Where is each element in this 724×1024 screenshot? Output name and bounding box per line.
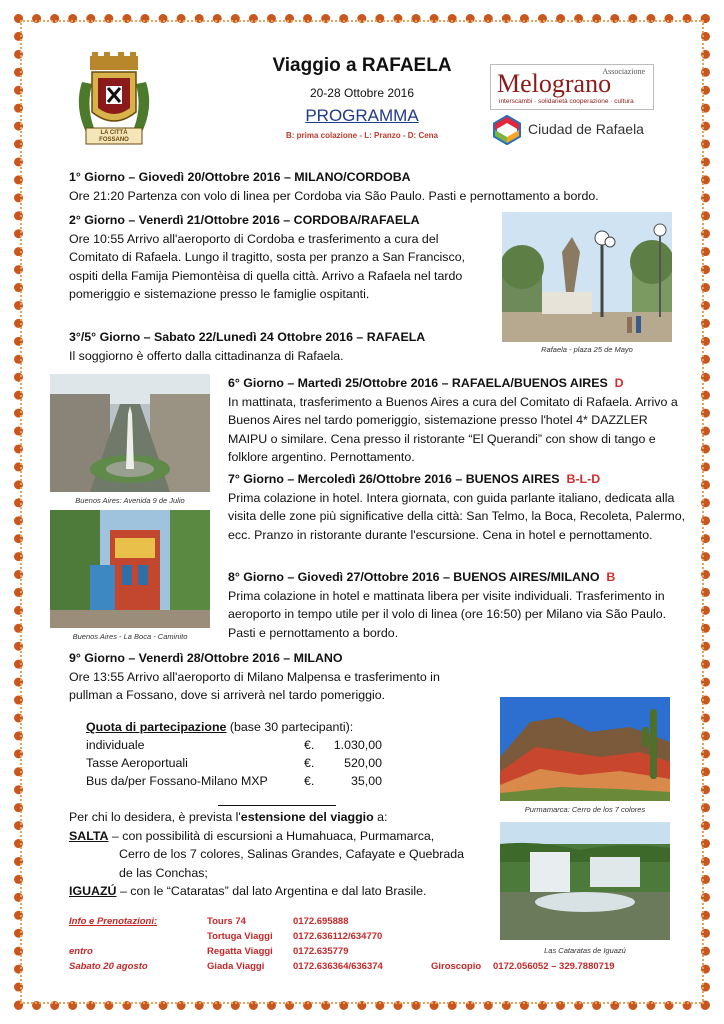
ciudad-rafaela-logo bbox=[492, 115, 652, 145]
caption-iguazu: Las Cataratas de Iguazú bbox=[544, 946, 626, 955]
photo-caminito bbox=[50, 510, 210, 628]
trip-dates: 20-28 Ottobre 2016 bbox=[309, 86, 415, 100]
meal-code: D bbox=[614, 376, 624, 390]
meals-legend: B: prima colazione - L: Pranzo - D: Cena bbox=[285, 131, 438, 140]
photo-purmamarca bbox=[500, 697, 670, 801]
caption-avenida: Buenos Aires: Avenida 9 de Julio bbox=[75, 496, 185, 505]
quota-section bbox=[86, 718, 466, 790]
extension-intro: Per chi lo desidera, è prevista l'estensione del viaggio a: bbox=[69, 810, 388, 824]
agency-name: Regatta Viaggi bbox=[207, 946, 273, 957]
quota-label: Quota di partecipazione bbox=[86, 720, 227, 734]
day-7 bbox=[228, 470, 688, 544]
day-heading: 1° Giorno – Giovedì 20/Ottobre 2016 – MILANO/CORDOBA bbox=[69, 170, 411, 184]
day-heading: 8° Giorno – Giovedì 27/Ottobre 2016 – BUENOS AIRES/MILANO B bbox=[228, 570, 616, 584]
page-title: Viaggio a RAFAELA bbox=[272, 55, 452, 76]
agency-name: Tortuga Viaggi bbox=[207, 931, 273, 942]
quota-row: Bus da/per Fossano-Milano MXP €. 35,00 bbox=[86, 774, 382, 788]
divider-line bbox=[218, 805, 336, 806]
programma-heading: PROGRAMMA bbox=[305, 106, 419, 125]
agency-phone: 0172.636364/636374 bbox=[293, 961, 383, 972]
quota-row: Tasse Aeroportuali €. 520,00 bbox=[86, 756, 382, 770]
day-heading: 9° Giorno – Venerdì 28/Ottobre 2016 – MILANO bbox=[69, 651, 343, 665]
day-text: Ore 13:55 Arrivo all'aeroporto di Milano Malpensa e trasferimento in pullman a Fossano, dove si arriverà nel tardo pomeriggio. bbox=[69, 669, 440, 702]
quota-note: (base 30 partecipanti): bbox=[226, 720, 354, 734]
photo-rafaela-plaza bbox=[502, 212, 672, 342]
day-6 bbox=[228, 374, 688, 467]
day-9 bbox=[69, 649, 481, 705]
agency-phone: 0172.635779 bbox=[293, 946, 349, 957]
melograno-name: Melograno bbox=[497, 69, 612, 98]
meal-code: B-L-D bbox=[566, 472, 601, 486]
info-section bbox=[69, 914, 689, 974]
day-2 bbox=[69, 211, 481, 304]
info-label: Info e Prenotazioni: bbox=[69, 916, 158, 927]
day-heading: 3°/5° Giorno – Sabato 22/Lunedì 24 Ottobre 2016 – RAFAELA bbox=[69, 330, 426, 344]
agency-phone: 0172.695888 bbox=[293, 916, 349, 927]
photo-avenida-9-de-julio bbox=[50, 374, 210, 492]
day-text: Ore 21:20 Partenza con volo di linea per Cordoba via São Paulo. Pasti e pernottamento a bordo. bbox=[69, 188, 599, 203]
day-text: In mattinata, trasferimento a Buenos Aires a cura del Comitato di Rafaela. Arrivo a Buenos Aires nel tardo pomeriggio, sistemazione presso l'hotel 4* DAZZLER MAIPU o similare. Cena presso il ristorante “El Querandi” con show di tango e folklore argentino. Pernottamento. bbox=[228, 394, 678, 464]
day-text: Prima colazione in hotel e mattinata libera per visite individuali. Trasferimento in aeroporto in tempo utile per il volo di linea (ore 16:50) per Milano via São Paulo. Pasti e pernottamento a bordo. bbox=[228, 588, 667, 640]
melograno-assoc: Associazione bbox=[602, 67, 645, 76]
quota-row: individuale €. 1.030,00 bbox=[86, 738, 382, 752]
melograno-tagline: interscambi · solidarietà cooperazione · cultura bbox=[499, 98, 634, 105]
day-text: Ore 10:55 Arrivo all'aeroporto di Cordoba e trasferimento a cura del Comitato di Rafaela. Lungo il tragitto, sosta per pranzo a San Francisco, ospiti della Famija Piemontèisa di quella città. Arrivo a Rafaela nel tardo pomeriggio e sistemazione presso le famiglie ospitanti. bbox=[69, 231, 466, 301]
day-heading: 2° Giorno – Venerdì 21/Ottobre 2016 – CORDOBA/RAFAELA bbox=[69, 213, 420, 227]
agency-name: Tours 74 bbox=[207, 916, 246, 927]
rafaela-hex-icon bbox=[492, 115, 522, 145]
day-text: Prima colazione in hotel. Intera giornata, con guida parlante italiano, dedicata alla visita delle zone più significative della città: San Telmo, la Boca, Recoleta, Palermo, ecc. Pranzo in ristorante durante l'escursione. Cena in hotel e pernottamento. bbox=[228, 490, 686, 542]
crest-text-top: LA CITTÀ bbox=[100, 130, 128, 136]
crest-text-bottom: FOSSANO bbox=[99, 136, 129, 143]
extension-iguazu: IGUAZÚ – con le “Cataratas” dal lato Argentina e dal lato Brasile. bbox=[69, 884, 427, 898]
meal-code: B bbox=[606, 570, 616, 584]
day-heading: 6° Giorno – Martedì 25/Ottobre 2016 – RAFAELA/BUENOS AIRES D bbox=[228, 376, 624, 390]
melograno-logo bbox=[490, 64, 654, 110]
caption-caminito: Buenos Aires - La Boca - Caminito bbox=[72, 632, 188, 641]
extension-salta-line3: de las Conchas; bbox=[119, 865, 208, 880]
day-1 bbox=[69, 168, 669, 205]
day-text: Il soggiorno è offerto dalla cittadinanza di Rafaela. bbox=[69, 348, 344, 363]
rafaela-logo-text: Ciudad de Rafaela bbox=[528, 121, 644, 137]
day-heading: 7° Giorno – Mercoledì 26/Ottobre 2016 – BUENOS AIRES B-L-D bbox=[228, 472, 601, 486]
entro-label: entro bbox=[69, 946, 93, 957]
agency-name: Giada Viaggi bbox=[207, 961, 265, 972]
caption-purmamarca: Purmamarca: Cerro de los 7 colores bbox=[524, 805, 646, 814]
extension-salta: SALTA – con possibilità di escursioni a Humahuaca, Purmamarca, bbox=[69, 828, 435, 843]
agency-phone: 0172.636112/634770 bbox=[293, 931, 383, 942]
deadline: Sabato 20 agosto bbox=[69, 961, 148, 972]
day-3-5 bbox=[69, 328, 489, 365]
giroscopio-name: Giroscopio bbox=[431, 961, 482, 972]
day-8 bbox=[228, 568, 688, 642]
extension-salta-line2: Cerro de los 7 colores, Salinas Grandes, Cafayate e Quebrada bbox=[119, 847, 465, 861]
giroscopio-phone: 0172.056052 – 329.7880719 bbox=[493, 961, 615, 972]
extension-section bbox=[69, 808, 499, 901]
caption-rafaela: Rafaela - plaza 25 de Mayo bbox=[541, 345, 633, 354]
